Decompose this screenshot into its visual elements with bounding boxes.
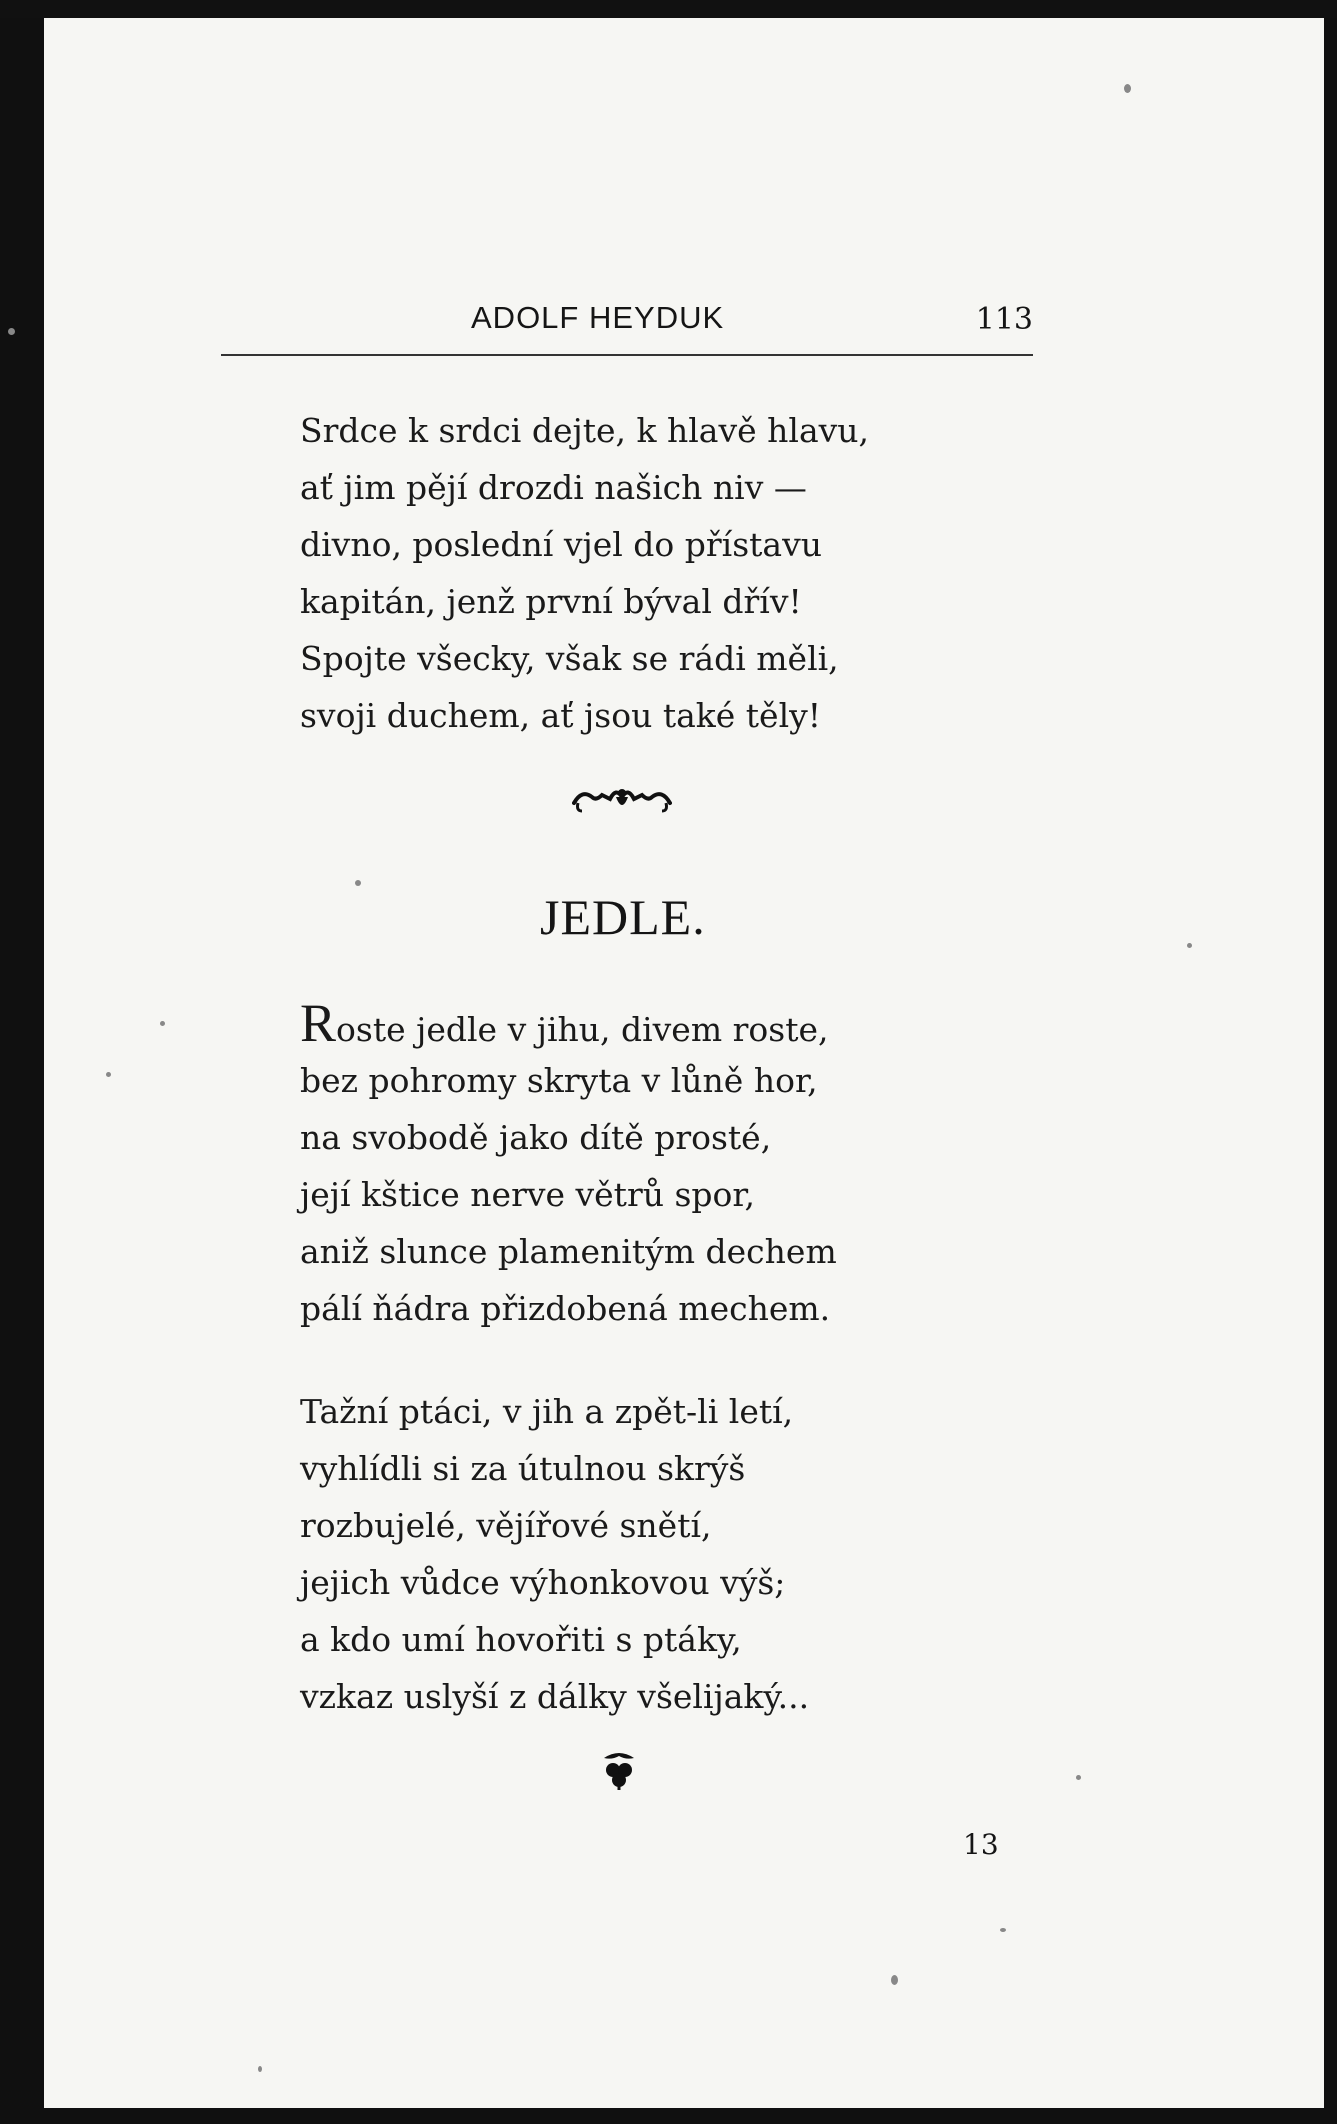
- stanza-1: [300, 402, 869, 744]
- verse-line: Tažní ptáci, v jih a zpět-li letí,: [300, 1392, 794, 1431]
- verse-line: její kštice nerve větrů spor,: [300, 1175, 756, 1214]
- page-header: [221, 300, 1033, 356]
- verse-line: rozbujelé, vějířové snětí,: [300, 1506, 712, 1545]
- stanza-3: [300, 1383, 809, 1725]
- poem-title: JEDLE.: [540, 889, 706, 945]
- scan-speck: [258, 2066, 262, 2072]
- verse-line: a kdo umí hovořiti s ptáky,: [300, 1620, 742, 1659]
- verse-line: divno, poslední vjel do přístavu: [300, 525, 823, 564]
- scan-speck: [355, 880, 361, 886]
- verse-line-rest: oste jedle v jihu, divem roste,: [336, 1010, 829, 1049]
- scan-speck: [1076, 1775, 1081, 1780]
- verse-line: pálí ňádra přizdobená mechem.: [300, 1289, 831, 1328]
- verse-line: ať jim pějí drozdi našich niv —: [300, 468, 807, 507]
- verse-line: vyhlídli si za útulnou skrýš: [300, 1449, 746, 1488]
- page-number: 113: [975, 302, 1033, 337]
- verse-line: na svobodě jako dítě prosté,: [300, 1118, 772, 1157]
- verse-line: Srdce k srdci dejte, k hlavě hlavu,: [300, 411, 870, 450]
- floral-tailpiece-icon: [602, 1750, 636, 1794]
- scan-speck: [8, 328, 15, 335]
- verse-line: Spojte všecky, však se rádi měli,: [300, 639, 839, 678]
- drop-cap: R: [300, 993, 337, 1053]
- verse-line: jejich vůdce výhonkovou výš;: [300, 1563, 786, 1602]
- scan-speck: [160, 1021, 165, 1026]
- scan-speck: [891, 1975, 898, 1985]
- scan-border: [0, 0, 1337, 18]
- verse-line: aniž slunce plamenitým dechem: [300, 1232, 837, 1271]
- verse-line: kapitán, jenž první býval dřív!: [300, 582, 802, 621]
- verse-line: vzkaz uslyší z dálky všelijaký...: [300, 1677, 810, 1716]
- stanza-2: [300, 995, 837, 1337]
- signature-mark: 13: [963, 1828, 999, 1861]
- verse-line: svoji duchem, ať jsou také těly!: [300, 696, 822, 735]
- scan-speck: [1187, 943, 1192, 948]
- scan-speck: [1124, 84, 1131, 93]
- verse-line-first: [300, 995, 837, 1052]
- scan-speck: [1000, 1928, 1006, 1932]
- scan-speck: [106, 1072, 111, 1077]
- verse-line: bez pohromy skryta v lůně hor,: [300, 1061, 818, 1100]
- floral-divider-icon: [572, 783, 672, 821]
- running-title: ADOLF HEYDUK: [471, 300, 725, 335]
